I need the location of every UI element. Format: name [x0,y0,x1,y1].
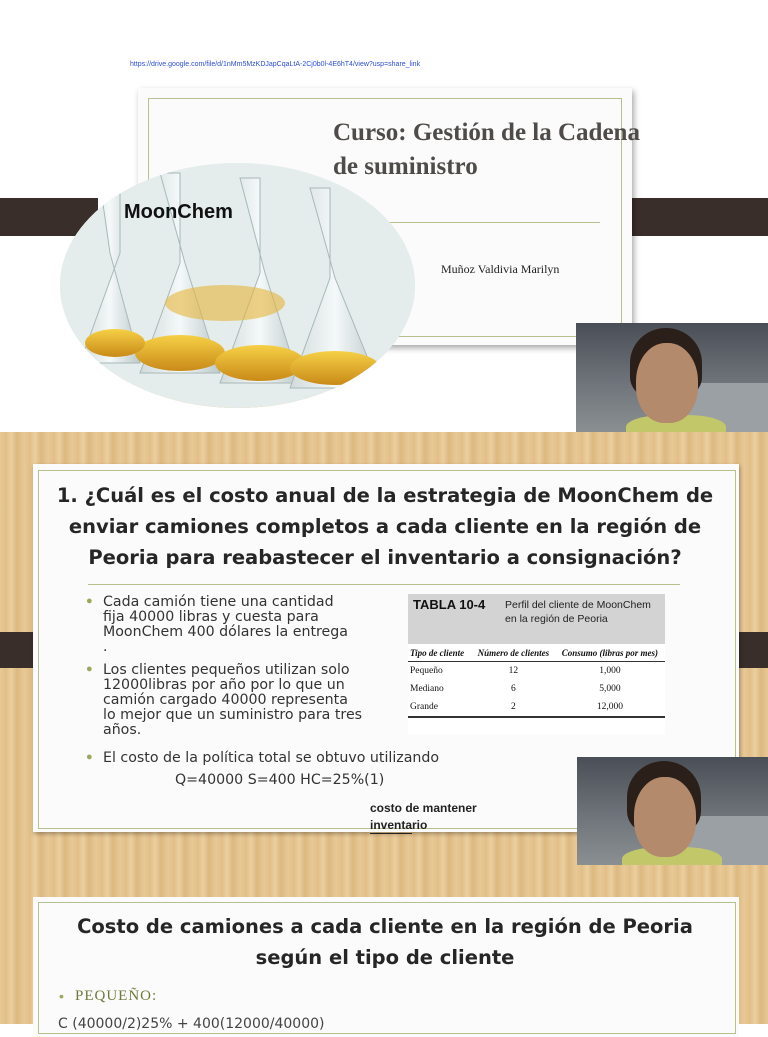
table-row [408,680,665,698]
table-cell: Grande [410,702,438,712]
question-title [50,480,720,573]
bullet-dot-icon: ● [86,663,93,675]
small-client-heading: PEQUEÑO: [75,988,158,1004]
question-divider [88,584,680,585]
bullet-truck-capacity: Cada camión tiene una cantidad fija 40000 libras y cuesta para MoonChem 400 dólares la entrega . [103,594,348,655]
costs-title-line1: Costo de camiones a cada cliente en la región de Peoria [77,915,693,938]
decor-band-right [612,198,768,236]
person-face [636,343,698,423]
question-line2: enviar camiones completos a cada cliente en la región de [68,515,702,538]
formula-parameters: Q=40000 S=400 HC=25%(1) [175,772,385,788]
bullet-dot-icon: • [59,988,64,1004]
table-row [408,698,665,717]
col-header: Consumo (libras por mes) [561,648,659,658]
course-title-line1: Curso: Gestión de la Cadena [333,119,640,146]
table-grid [408,646,665,718]
customer-profile-table [408,594,665,734]
bullet-dot-icon: ● [86,751,93,763]
drive-link[interactable]: https://drive.google.com/file/d/1nMm5MzKDJapCqaLtA-2Cj0b0l-4E6hT4/view?usp=share_link [130,61,421,68]
cost-formula-partial: C (40000/2)25% + 400(12000/40000) [58,1016,325,1032]
course-title [333,116,733,184]
lab-flasks-image [60,163,415,408]
bullet-total-cost: El costo de la política total se obtuvo utilizando [103,750,440,766]
author-name: Muñoz Valdivia Marilyn [441,262,560,276]
table-cell: 5,000 [599,684,621,694]
table-cell: 2 [510,702,516,712]
question-line3: Peoria para reabastecer el inventario a consignación? [88,546,682,569]
bullet-dot-icon: ● [86,595,93,607]
table-cell: Pequeño [410,666,443,676]
table-cell: 6 [510,684,516,694]
table-cell: Mediano [410,684,444,694]
webcam-thumbnail [577,757,768,865]
col-header: Tipo de cliente [410,648,465,658]
table-cell: 1,000 [599,666,621,676]
holding-cost-note: costo de mantener inventario [370,801,477,832]
col-header: Número de clientes [477,648,550,658]
bullet-small-clients: Los clientes pequeños utilizan solo 12000libras por año por lo que un camión cargado 40000 representa lo mejor que un suministro para tres años. [103,662,363,738]
table-cell: 12,000 [596,702,623,712]
moonchem-logo-text: MoonChem [124,201,233,223]
person-face [634,777,696,857]
table-cell: 12 [508,666,519,676]
table-row [408,662,665,681]
costs-title-line2: según el tipo de cliente [255,946,515,969]
course-title-line2: de suministro [333,153,478,180]
question-line1: 1. ¿Cuál es el costo anual de la estrategia de MoonChem de [56,484,714,507]
table-number: TABLA 10-4 [413,597,486,612]
note-underline [370,833,412,834]
webcam-thumbnail [576,323,768,432]
table-caption: Perfil del cliente de MoonChem en la región de Peoria [505,599,651,625]
costs-title [60,911,710,973]
flasks-illustration [60,163,415,408]
